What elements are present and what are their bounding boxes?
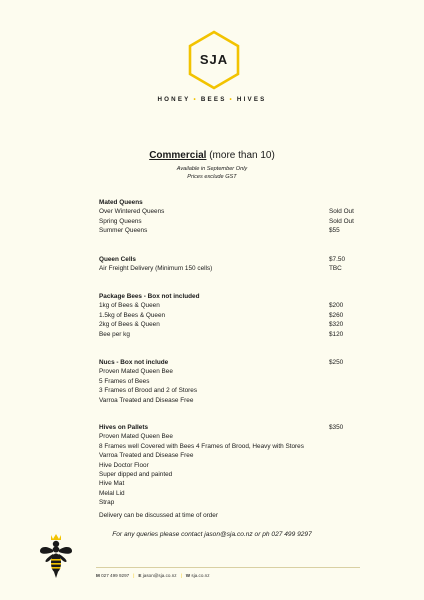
tagline-bees: BEES (200, 96, 227, 103)
footer-email-label: E (138, 573, 142, 578)
bee-icon (38, 531, 74, 581)
section-title: Package Bees - Box not included (99, 293, 200, 300)
list-item: Varroa Treated and Disease Free (99, 452, 194, 460)
price-row (99, 311, 359, 320)
footer-phone-label: M (96, 573, 100, 578)
section-title: Mated Queens (99, 199, 143, 206)
price-row (99, 207, 359, 216)
footer-phone: 027 499 9297 (101, 573, 130, 578)
list-item: Strap (99, 499, 115, 507)
section-title: Hives on Pallets (99, 424, 149, 431)
footer-email[interactable]: jason@sja.co.nz (142, 573, 177, 578)
section-price: $250 (329, 359, 344, 366)
section-price: $350 (329, 424, 344, 431)
note-gst: Prices exclude GST (187, 174, 237, 180)
delivery-note: Delivery can be discussed at time of order (99, 512, 218, 519)
list-item: Super dipped and painted (99, 471, 173, 479)
logo (187, 30, 241, 90)
row-label: Summer Queens (99, 227, 148, 235)
section-title: Nucs - Box not include (99, 359, 169, 366)
row-price: $120 (329, 330, 344, 338)
price-row (99, 217, 359, 226)
row-label: 1kg of Bees & Queen (99, 302, 160, 310)
list-item: Proven Mated Queen Bee (99, 433, 173, 441)
row-price: $200 (329, 302, 344, 310)
footer-web-label: W (185, 573, 191, 578)
list-item: 8 Frames well Covered with Bees 4 Frames of Brood, Heavy with Stores (99, 442, 304, 450)
section-nucs (99, 358, 359, 405)
row-price: $55 (329, 227, 340, 235)
section-mated-queens (99, 198, 359, 236)
section-price: $7.50 (329, 256, 345, 263)
note-availability: Available in September Only (176, 166, 248, 172)
dot-icon: • (193, 96, 198, 103)
price-row (99, 301, 359, 310)
row-price: $320 (329, 321, 344, 329)
row-label: Air Freight Delivery (Minimum 150 cells) (99, 265, 213, 273)
section-queen-cells (99, 255, 359, 274)
section-hives-on-pallets (99, 423, 359, 508)
row-price: $260 (329, 311, 344, 319)
separator-icon: | (180, 573, 182, 578)
list-item: Hive Mat (99, 480, 125, 488)
tagline-honey: HONEY (157, 96, 191, 103)
row-label: Spring Queens (99, 217, 142, 225)
row-price: Sold Out (329, 217, 354, 225)
contact-note: For any queries please contact jason@sja.co.nz or ph 027 499 9297 (112, 531, 312, 538)
section-title: Queen Cells (99, 256, 136, 263)
separator-icon: | (133, 573, 135, 578)
section-title-row (99, 423, 359, 432)
row-label: 2kg of Bees & Queen (99, 321, 160, 329)
section-package-bees (99, 292, 359, 339)
logo-text: SJA (199, 52, 229, 67)
footer (96, 573, 210, 578)
row-label: Bee per kg (99, 330, 130, 338)
list-item: Melal Lid (99, 489, 125, 497)
tagline-hives: HIVES (236, 96, 267, 103)
price-row (99, 226, 359, 235)
page-title-main: Commercial (149, 150, 207, 161)
list-item: 5 Frames of Bees (99, 377, 150, 385)
list-item: Proven Mated Queen Bee (99, 368, 173, 376)
price-row (99, 320, 359, 329)
section-title-row (99, 358, 359, 367)
price-row (99, 264, 359, 273)
section-title-row (99, 255, 359, 264)
dot-icon: • (229, 96, 234, 103)
list-item: Hive Doctor Floor (99, 461, 149, 469)
footer-web[interactable]: sja.co.nz (191, 573, 210, 578)
row-price: Sold Out (329, 208, 354, 216)
page-title-suffix: (more than 10) (209, 150, 275, 161)
row-label: 1.5kg of Bees & Queen (99, 311, 166, 319)
row-label: Over Wintered Queens (99, 208, 165, 216)
price-row (99, 330, 359, 339)
page-title (0, 150, 424, 161)
list-item: Varroa Treated and Disease Free (99, 396, 194, 404)
row-price: TBC (329, 265, 342, 273)
footer-divider (96, 567, 360, 568)
tagline (0, 96, 424, 103)
list-item: 3 Frames of Brood and 2 of Stores (99, 387, 198, 395)
